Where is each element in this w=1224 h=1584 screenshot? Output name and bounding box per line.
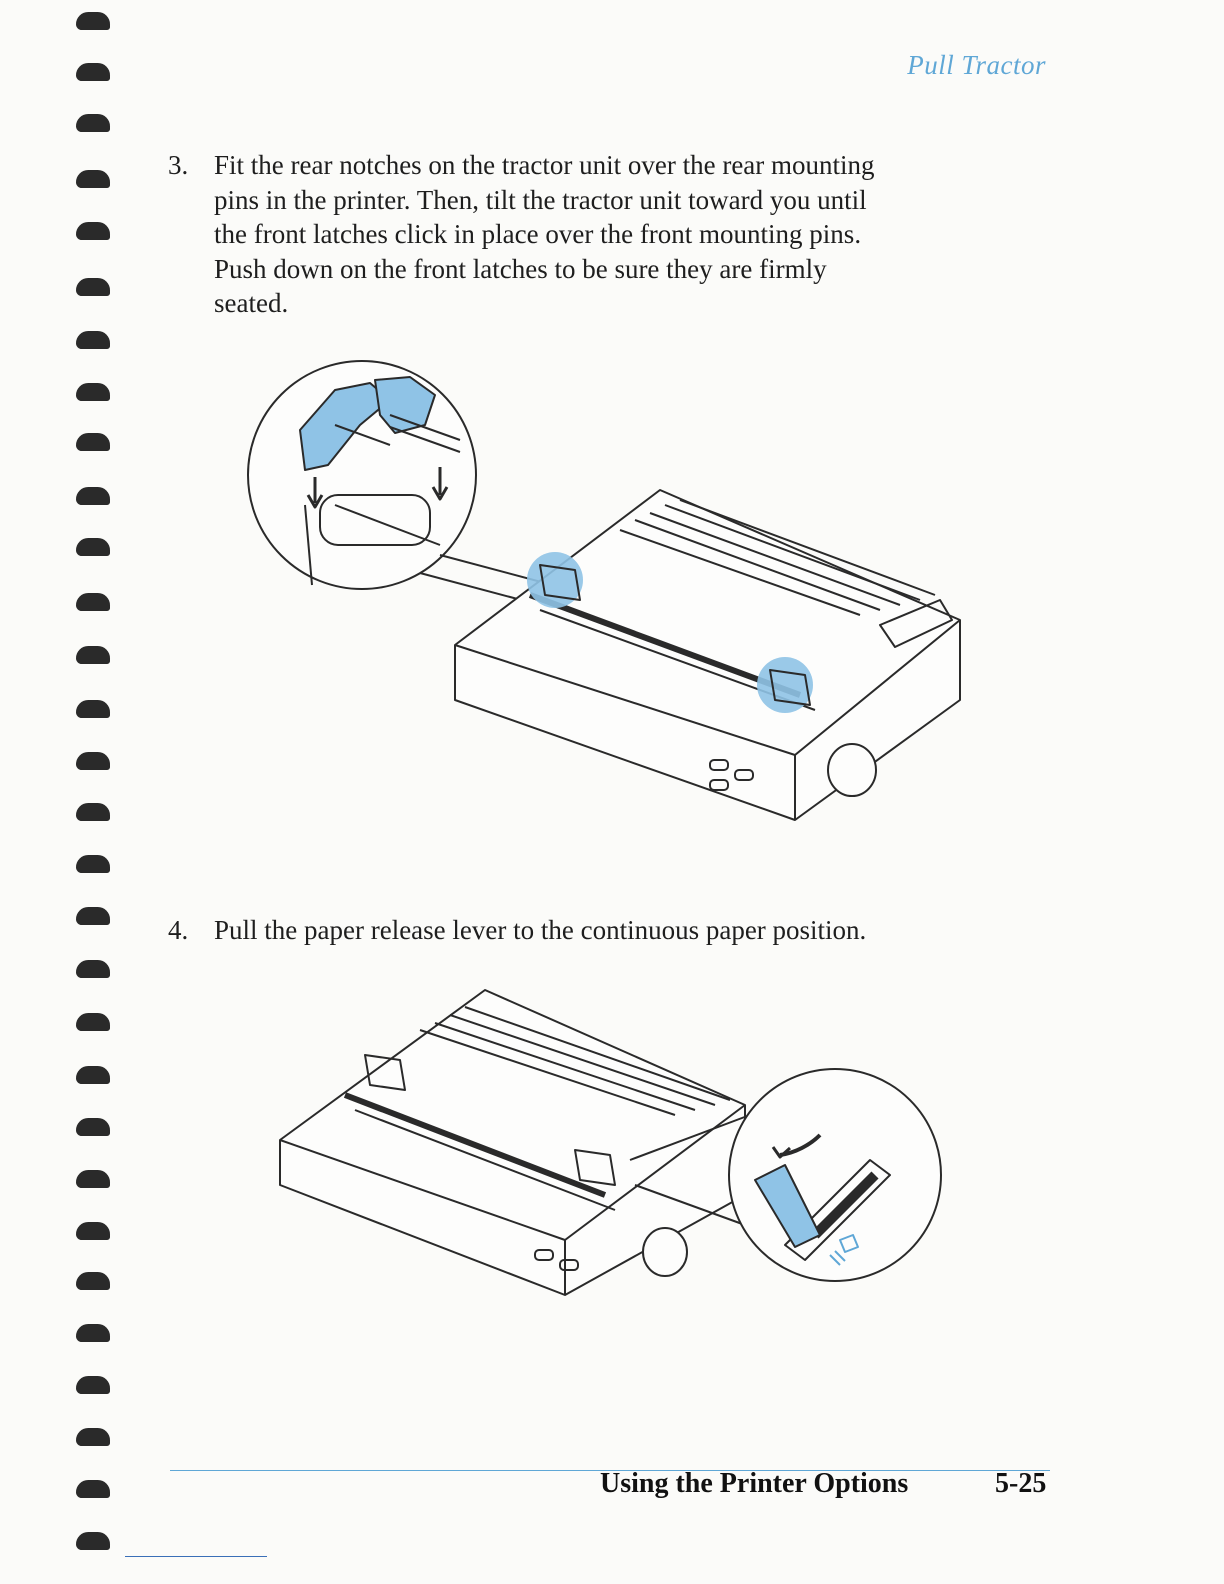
printer-body [455, 490, 960, 820]
lever-detail-callout [729, 1069, 941, 1281]
step-number: 3. [168, 150, 189, 180]
step-text [214, 913, 866, 948]
running-head: Pull Tractor [907, 50, 1046, 80]
scan-artifact-line [125, 1556, 267, 1557]
footer-section-title: Using the Printer Options [600, 1468, 909, 1499]
spiral-binding [76, 0, 116, 1584]
step-line: Fit the rear notches on the tractor unit over the rear mounting [214, 150, 875, 180]
step-number: 4. [168, 915, 189, 945]
step-line: seated. [214, 288, 289, 318]
step-line: the front latches click in place over the front mounting pins. [214, 219, 862, 249]
step-line: pins in the printer. Then, tilt the tractor unit toward you until [214, 184, 867, 215]
step-text [214, 148, 875, 321]
footer-page-number: 5-25 [995, 1468, 1047, 1499]
step-line: Pull the paper release lever to the continuous paper position. [214, 915, 867, 945]
step-line: Push down on the front latches to be sure they are firmly [214, 253, 827, 284]
paper-release-lever-figure [275, 985, 950, 1315]
tractor-installation-figure [240, 355, 980, 885]
